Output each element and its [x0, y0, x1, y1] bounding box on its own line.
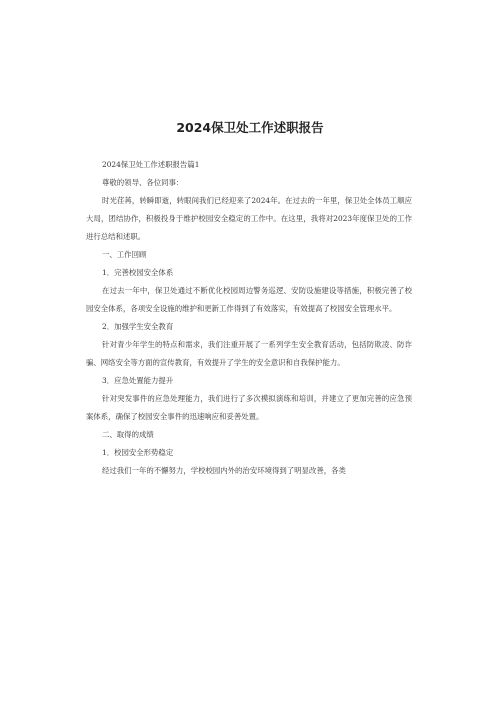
- section-heading-achievements: 二、取得的成绩: [102, 430, 154, 439]
- paragraph-safety-education: 针对青少年学生的特点和需求，我们注重开展了一系列学生安全教育活动，包括防欺凌、防诈骗、网络安全等方面的宣传教育，有效提升了学生的安全意识和自我保护能力。: [86, 340, 412, 367]
- section-heading-review: 一、工作回顾: [102, 250, 147, 259]
- subheading-stable-situation: 1．校园安全形势稳定: [102, 448, 174, 457]
- document-title: 2024保卫处工作述职报告: [176, 120, 324, 135]
- subheading-emergency-response: 3．应急处置能力提升: [102, 376, 174, 385]
- report-subtitle: 2024保卫处工作述职报告篇1: [102, 160, 200, 169]
- paragraph-stable-situation: 经过我们一年的不懈努力，学校校园内外的治安环境得到了明显改善，各类: [102, 466, 346, 475]
- salutation: 尊敬的领导、各位同事：: [102, 178, 184, 187]
- subheading-safety-education: 2．加强学生安全教育: [102, 322, 174, 331]
- document-body: [86, 156, 412, 480]
- paragraph-emergency-response: 针对突发事件的应急处理能力，我们进行了多次模拟演练和培训，并建立了更加完善的应急预案体系，确保了校园安全事件的迅速响应和妥善处置。: [86, 394, 412, 421]
- paragraph-security-system: 在过去一年中，保卫处通过不断优化校园周边警务巡逻、安防设施建设等措施，积极完善了校园安全体系，各项安全设施的维护和更新工作得到了有效落实，有效提高了校园安全管理水平。: [86, 286, 412, 313]
- subheading-security-system: 1．完善校园安全体系: [102, 268, 174, 277]
- intro-paragraph: 时光荏苒，转瞬即逝，转眼间我们已经迎来了2024年。在过去的一年里，保卫处全体员工顺应大局，团结协作，积极投身于维护校园安全稳定的工作中。在这里，我将对2023年度保卫处的工作进行总结和述职。: [86, 196, 412, 241]
